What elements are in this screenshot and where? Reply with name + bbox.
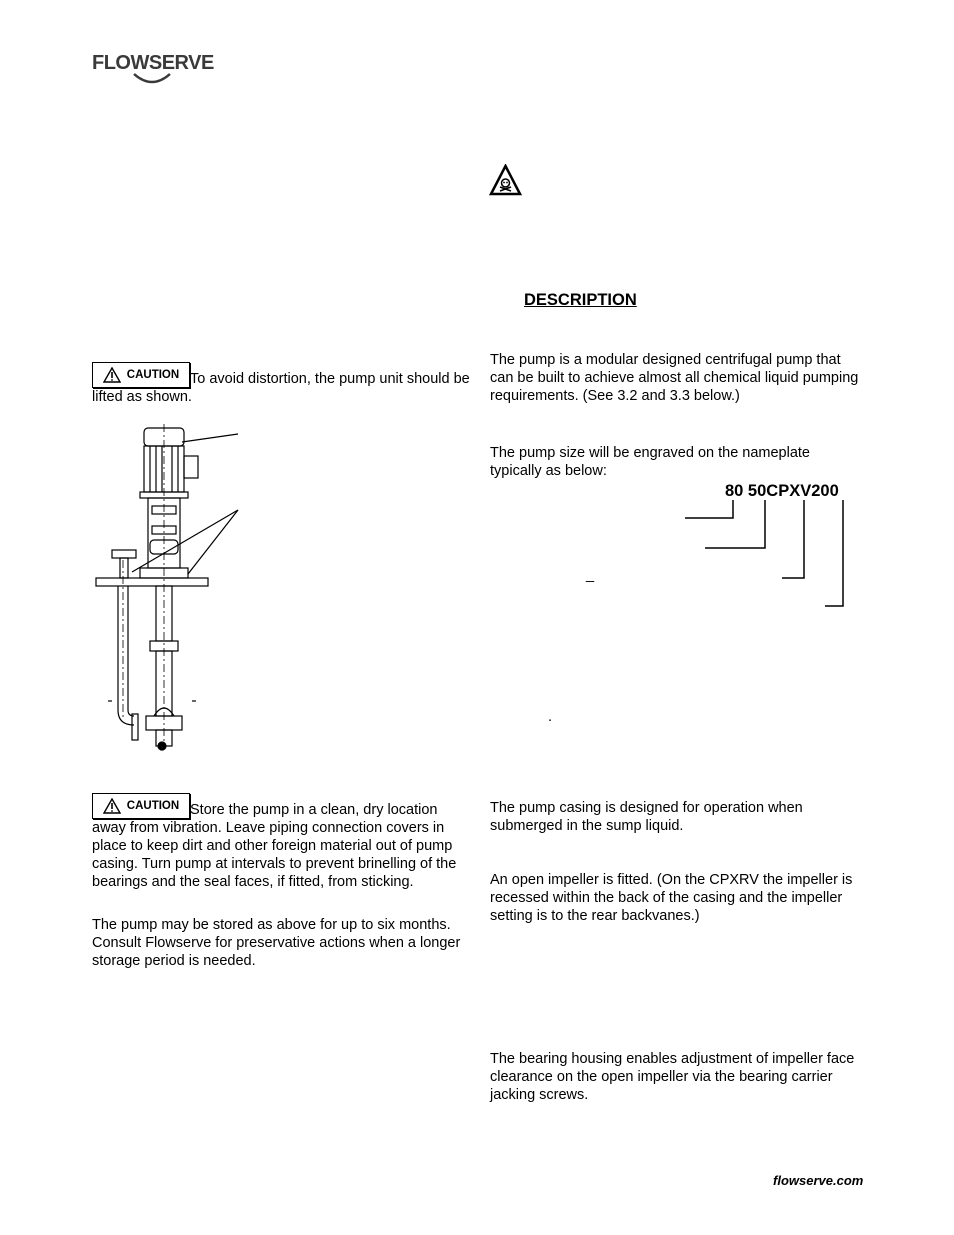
- toxic-hazard-icon: [489, 164, 522, 196]
- caution-block-storage: [92, 793, 470, 891]
- flowserve-logo: [92, 52, 214, 88]
- warning-triangle-icon: [103, 367, 121, 383]
- caution-storage-text: Store the pump in a clean, dry location away from vibration. Leave piping connection covers in place to keep dirt and other foreign material out of pump casing. Turn pump at intervals to prevent brinelling of the bearings and the seal faces, if fitted, from sticking.: [92, 802, 457, 890]
- caution-badge: [92, 793, 190, 819]
- casing-text: The pump casing is designed for operation when submerged in the sump liquid.: [490, 800, 803, 834]
- caution-badge-label: CAUTION: [126, 369, 180, 381]
- stray-dot: .: [548, 709, 553, 725]
- size-code-callout-lines: [680, 496, 850, 608]
- logo-text: FLOWSERVE: [92, 52, 214, 74]
- warning-triangle-icon: [103, 798, 121, 814]
- logo-swoosh-icon: [132, 72, 172, 86]
- footer-website: flowserve.com: [773, 1173, 864, 1188]
- caution-badge-label: CAUTION: [126, 800, 180, 812]
- caution-lifting-paragraph: [92, 362, 472, 406]
- caution-lifting-text: To avoid distortion, the pump unit should be lifted as shown.: [92, 371, 470, 405]
- caution-block-lifting: [92, 362, 472, 406]
- bearing-text: The bearing housing enables adjustment of impeller face clearance on the open impeller via the bearing carrier jacking screws.: [490, 1051, 855, 1103]
- storage-note: The pump may be stored as above for up to six months. Consult Flowserve for preservative actions when a longer storage period is needed.: [92, 917, 461, 969]
- description-intro: The pump is a modular designed centrifugal pump that can be built to achieve almost all chemical liquid pumping requirements. (See 3.2 and 3.3 below.): [490, 352, 859, 404]
- nameplate-text: The pump size will be engraved on the nameplate typically as below:: [490, 445, 810, 479]
- impeller-text: An open impeller is fitted. (On the CPXRV the impeller is recessed within the back of the casing and the impeller setting is to the rear backvanes.): [490, 872, 853, 924]
- pump-size-code: 80 50CPXV200: [725, 482, 839, 500]
- caution-badge: [92, 362, 190, 388]
- caution-storage-paragraph: [92, 793, 470, 891]
- pump-lifting-diagram: [92, 420, 252, 755]
- stray-dash: _: [586, 567, 595, 583]
- description-heading: DESCRIPTION: [524, 291, 637, 309]
